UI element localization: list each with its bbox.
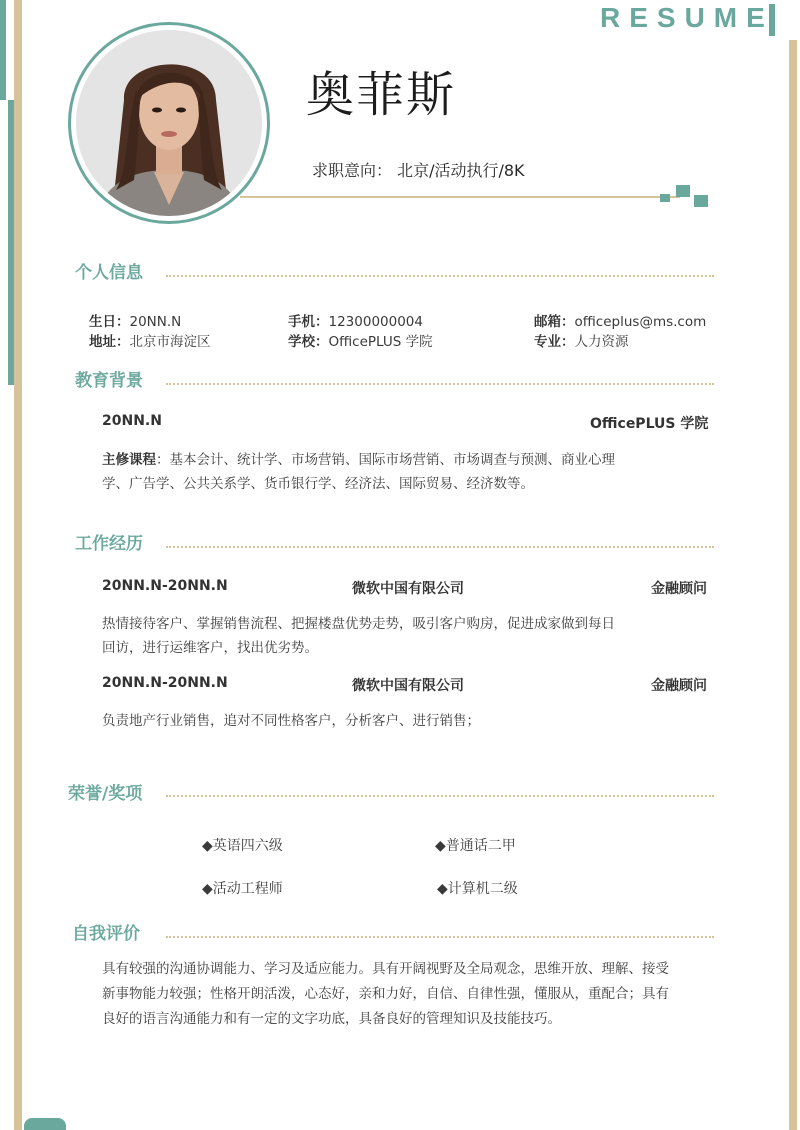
- bullet-icon: ◆: [435, 838, 446, 854]
- work-1-company: 微软中国有限公司: [352, 581, 464, 597]
- section-divider: [166, 795, 714, 797]
- honor-item: ◆计算机二级: [437, 881, 518, 897]
- candidate-name: 奥菲斯: [306, 67, 457, 123]
- self-evaluation: [102, 957, 732, 1032]
- bullet-icon: ◆: [437, 881, 448, 897]
- education-date: 20NN.N: [102, 413, 162, 429]
- work-1-title: 金融顾问: [651, 581, 707, 597]
- major-value: 人力资源: [574, 334, 629, 350]
- bullet-icon: ◆: [202, 838, 213, 854]
- phone-label: 手机：: [288, 314, 329, 330]
- section-title-education: 教育背景: [75, 371, 143, 391]
- self-eval-line: 具有较强的沟通协调能力、学习及适应能力。具有开阔视野及全局观念，思维开放、理解、接受: [102, 961, 669, 977]
- honor-item: ◆英语四六级: [202, 838, 283, 854]
- work-2-description: [102, 709, 732, 733]
- section-title-work: 工作经历: [75, 534, 143, 554]
- education-school: OfficePLUS 学院: [590, 416, 709, 432]
- address-value: 北京市海淀区: [129, 334, 211, 350]
- school-label: 学校：: [288, 334, 329, 350]
- birth-value: 20NN.N: [129, 314, 182, 330]
- section-divider: [166, 546, 714, 548]
- section-divider: [166, 275, 714, 277]
- section-title-honors: 荣誉/奖项: [68, 784, 143, 804]
- birth-label: 生日：: [89, 314, 130, 330]
- decor-bottom-tab: [24, 1118, 66, 1130]
- courses-line1: ：基本会计、统计学、市场营销、国际市场营销、市场调查与预测、商业心理: [156, 452, 615, 468]
- portrait-image: [76, 30, 262, 216]
- resume-heading: RESUME: [600, 2, 774, 33]
- self-eval-line: 新事物能力较强；性格开朗活泼，心态好，亲和力好，自信、自律性强，懂服从，重配合；具有: [102, 986, 669, 1002]
- work-2-desc-line1: 负责地产行业销售，追对不同性格客户，分析客户、进行销售；: [102, 713, 480, 729]
- email-row: [534, 310, 706, 330]
- school-row: [288, 330, 433, 350]
- email-value: officeplus@ms.com: [574, 314, 707, 330]
- work-2-company: 微软中国有限公司: [352, 678, 464, 694]
- email-label: 邮箱：: [534, 314, 575, 330]
- decor-square: [660, 194, 670, 202]
- decor-square: [694, 195, 708, 207]
- bullet-icon: ◆: [202, 881, 213, 897]
- work-1-date: 20NN.N-20NN.N: [102, 578, 228, 594]
- work-2-title: 金融顾问: [651, 678, 707, 694]
- decor-square: [676, 185, 690, 197]
- section-title-self: 自我评价: [72, 924, 140, 944]
- school-value: OfficePLUS 学院: [328, 334, 433, 350]
- decor-bar-left: [14, 0, 22, 1130]
- work-1-desc-line2: 回访，进行运维客户，找出优劣势。: [102, 640, 318, 656]
- courses-label: 主修课程: [102, 452, 156, 468]
- decor-bar-right: [789, 40, 797, 1130]
- section-divider: [166, 383, 714, 385]
- work-1-desc-line1: 热情接待客户、掌握销售流程、把握楼盘优势走势，吸引客户购房，促进成家做到每日: [102, 616, 615, 632]
- major-label: 专业：: [534, 334, 575, 350]
- phone-value: 12300000004: [328, 314, 423, 330]
- honor-item: ◆普通话二甲: [435, 838, 516, 854]
- work-1-description: [102, 612, 732, 660]
- address-row: [89, 330, 211, 350]
- header-divider: [240, 196, 680, 198]
- avatar: [76, 30, 262, 216]
- decor-bar-teal-mid: [8, 100, 14, 385]
- phone-row: [288, 310, 423, 330]
- address-label: 地址：: [89, 334, 130, 350]
- major-row: [534, 330, 629, 350]
- job-intent: 求职意向： 北京/活动执行/8K: [312, 161, 525, 180]
- honor-item: ◆活动工程师: [202, 881, 283, 897]
- section-divider: [166, 936, 714, 938]
- self-eval-line: 良好的语言沟通能力和有一定的文字功底，具备良好的管理知识及技能技巧。: [102, 1011, 561, 1027]
- birth-row: [89, 310, 181, 330]
- courses-line2: 学、广告学、公共关系学、货币银行学、经济法、国际贸易、经济数等。: [102, 476, 534, 492]
- decor-bar-teal-top: [0, 0, 6, 100]
- section-title-personal: 个人信息: [75, 263, 143, 283]
- work-2-date: 20NN.N-20NN.N: [102, 675, 228, 691]
- education-courses: [102, 448, 732, 496]
